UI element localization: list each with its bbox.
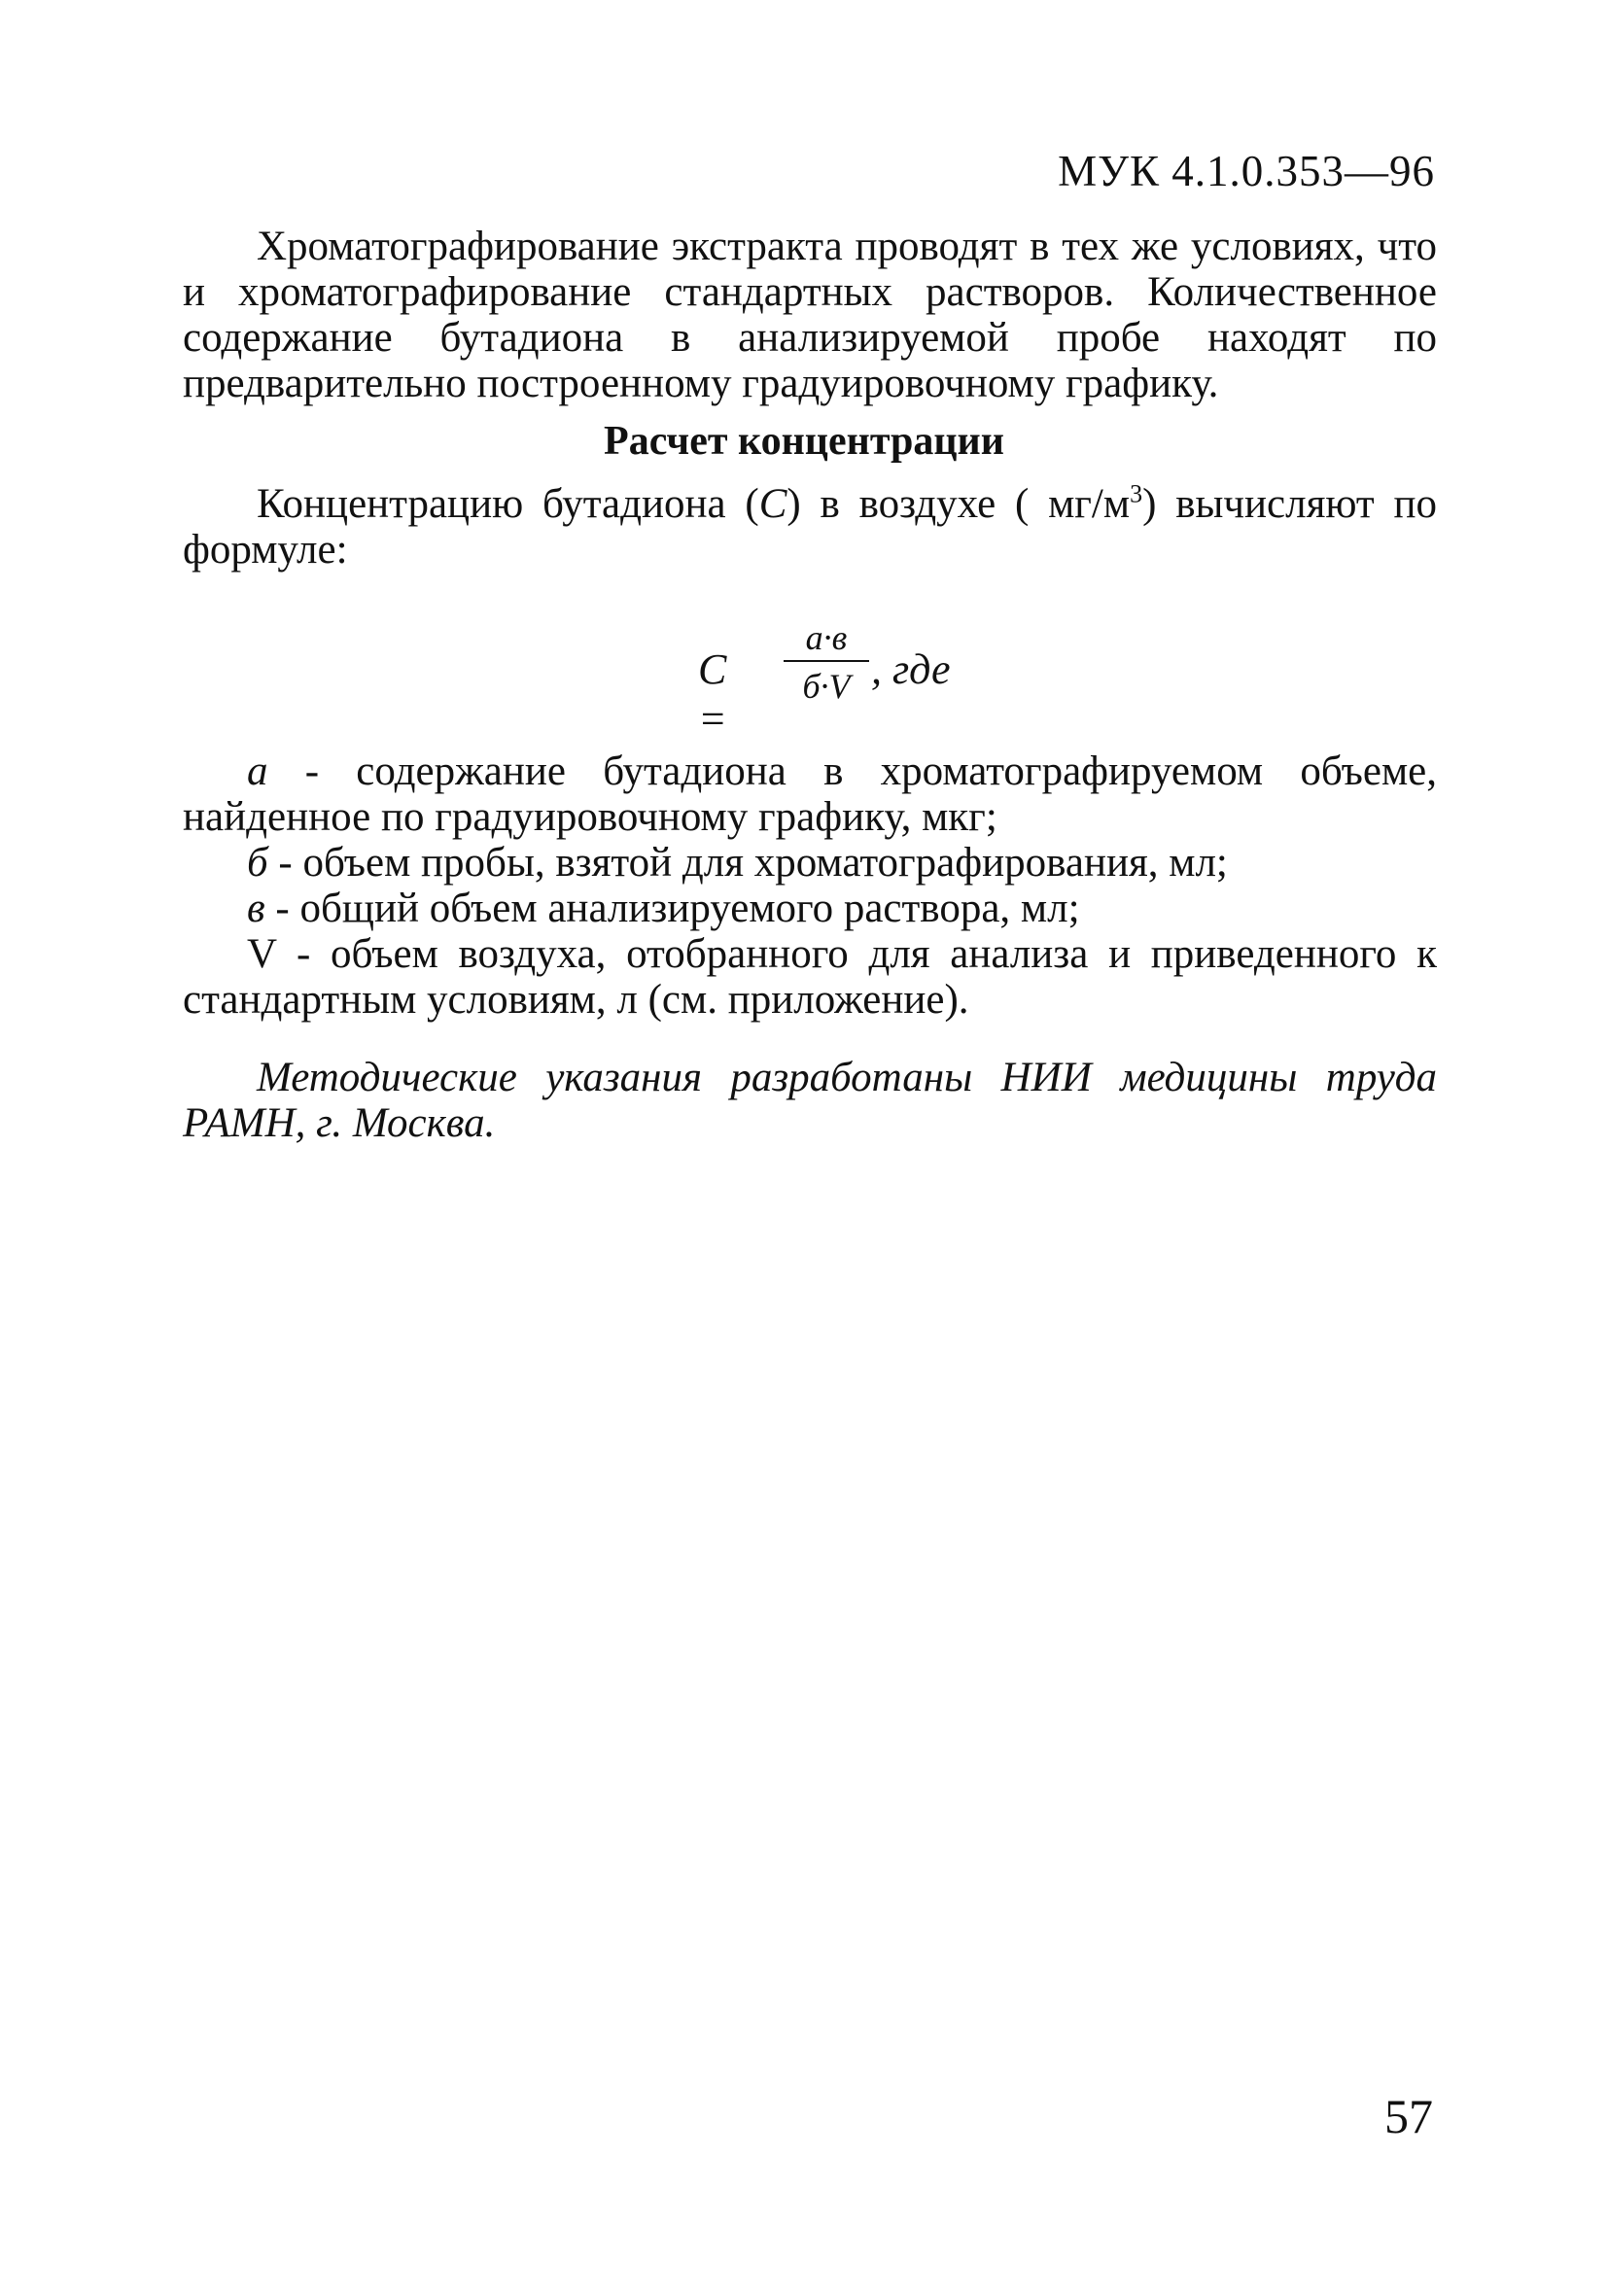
page-number: 57 [1384, 2089, 1433, 2143]
definition-symbol: б [247, 840, 268, 886]
definition-text: - объем воздуха, отобранного для анализа и приведенного к стандартным условиям, л (см. приложение). [183, 931, 1437, 1023]
formula-lhs: С = [698, 645, 727, 743]
paragraph-chromatography: Хроматографирование экстракта проводят в тех же условиях, что и хроматографирование стандартных растворов. Количественное содержание бутадиона в анализируемой пробе находят по предварительно построенному градуировочному графику. [183, 224, 1437, 406]
unit-exponent: 3 [1130, 479, 1143, 508]
definition-text: - содержание бутадиона в хроматографируемом объеме, найденное по градуировочному графику, мкг; [183, 748, 1437, 840]
definition-symbol: а [247, 748, 268, 794]
definition-b [183, 840, 1437, 886]
authorship-note: Методические указания разработаны НИИ медицины труда РАМН, г. Москва. [183, 1055, 1437, 1146]
definition-symbol: в [247, 886, 265, 931]
paragraph-concentration-part2: ) в воздухе ( мг/м [787, 481, 1131, 527]
formula-fraction [784, 617, 869, 707]
paragraph-concentration-part1: Концентрацию бутадиона ( [257, 481, 759, 527]
variable-definitions [183, 748, 1437, 1023]
formula-denominator: б·V [802, 667, 851, 706]
definition-text: - объем пробы, взятой для хроматографирования, мл; [267, 840, 1228, 886]
fraction-bar [784, 660, 869, 662]
formula-suffix: , где [871, 645, 951, 693]
concentration-symbol: С [758, 481, 787, 527]
definition-a [183, 748, 1437, 840]
definition-volume [183, 931, 1437, 1023]
section-title: Расчет концентрации [604, 419, 1004, 464]
definition-text: - общий объем анализируемого раствора, мл; [264, 886, 1080, 931]
paragraph-concentration-part3: ) вычисляют по формуле: [183, 481, 1437, 573]
definition-symbol: V [247, 931, 277, 977]
definition-v [183, 886, 1437, 931]
document-code: МУК 4.1.0.353—96 [1058, 147, 1435, 195]
formula-numerator: а·в [805, 618, 848, 657]
paragraph-concentration [183, 481, 1437, 573]
